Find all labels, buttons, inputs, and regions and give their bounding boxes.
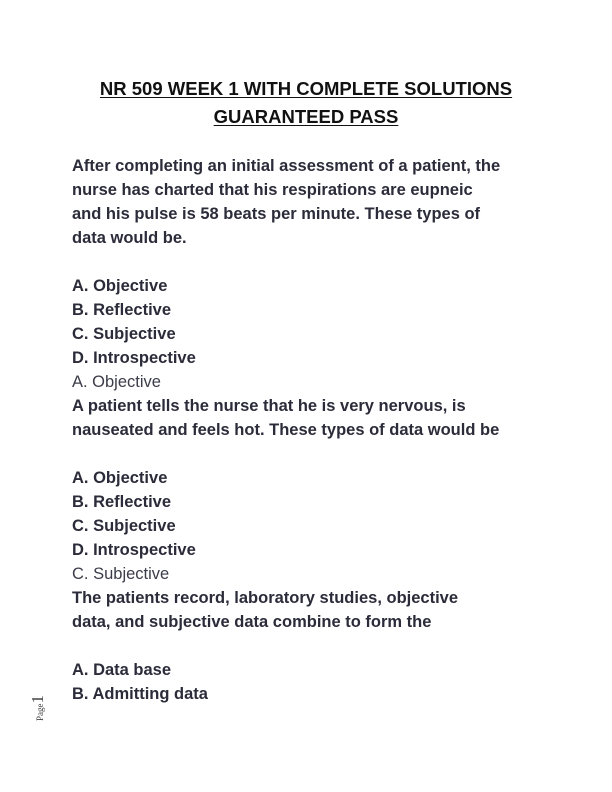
question-3-line-1: The patients record, laboratory studies, objective — [72, 589, 459, 607]
question-1-answer: A. Objective — [72, 373, 161, 391]
question-1-line-3: and his pulse is 58 beats per minute. These types of — [72, 205, 481, 223]
document-title-line-1: NR 509 WEEK 1 WITH COMPLETE SOLUTIONS — [99, 78, 513, 99]
question-2-line-2: nauseated and feels hot. These types of data would be — [72, 421, 500, 439]
question-1-line-4: data would be. — [72, 229, 187, 247]
question-block-2 — [72, 394, 552, 586]
question-2-answer: C. Subjective — [72, 565, 170, 583]
question-1-option-d: D. Introspective — [72, 349, 196, 367]
spacer — [72, 250, 552, 274]
document-body — [72, 154, 552, 706]
page-word: Page — [35, 703, 45, 721]
document-title-line-2: GUARANTEED PASS — [213, 106, 399, 127]
page-number-value: 1 — [28, 695, 47, 704]
page-number — [26, 683, 50, 723]
question-2-option-a: A. Objective — [72, 469, 168, 487]
question-2-option-d: D. Introspective — [72, 541, 196, 559]
question-1-line-1: After completing an initial assessment of a patient, the — [72, 157, 501, 175]
question-1-option-c: C. Subjective — [72, 325, 176, 343]
question-3-option-a: A. Data base — [72, 661, 172, 679]
spacer — [72, 634, 552, 658]
spacer — [72, 442, 552, 466]
question-1-line-2: nurse has charted that his respirations are eupneic — [72, 181, 473, 199]
question-1-option-b: B. Reflective — [72, 301, 172, 319]
question-block-3 — [72, 586, 552, 706]
question-2-option-c: C. Subjective — [72, 517, 176, 535]
question-1-option-a: A. Objective — [72, 277, 168, 295]
question-2-option-b: B. Reflective — [72, 493, 172, 511]
question-3-line-2: data, and subjective data combine to form the — [72, 613, 432, 631]
question-3-option-b: B. Admitting data — [72, 685, 208, 703]
question-block-1 — [72, 154, 552, 394]
page-number-rotated — [28, 695, 48, 721]
question-2-line-1: A patient tells the nurse that he is very nervous, is — [72, 397, 466, 415]
